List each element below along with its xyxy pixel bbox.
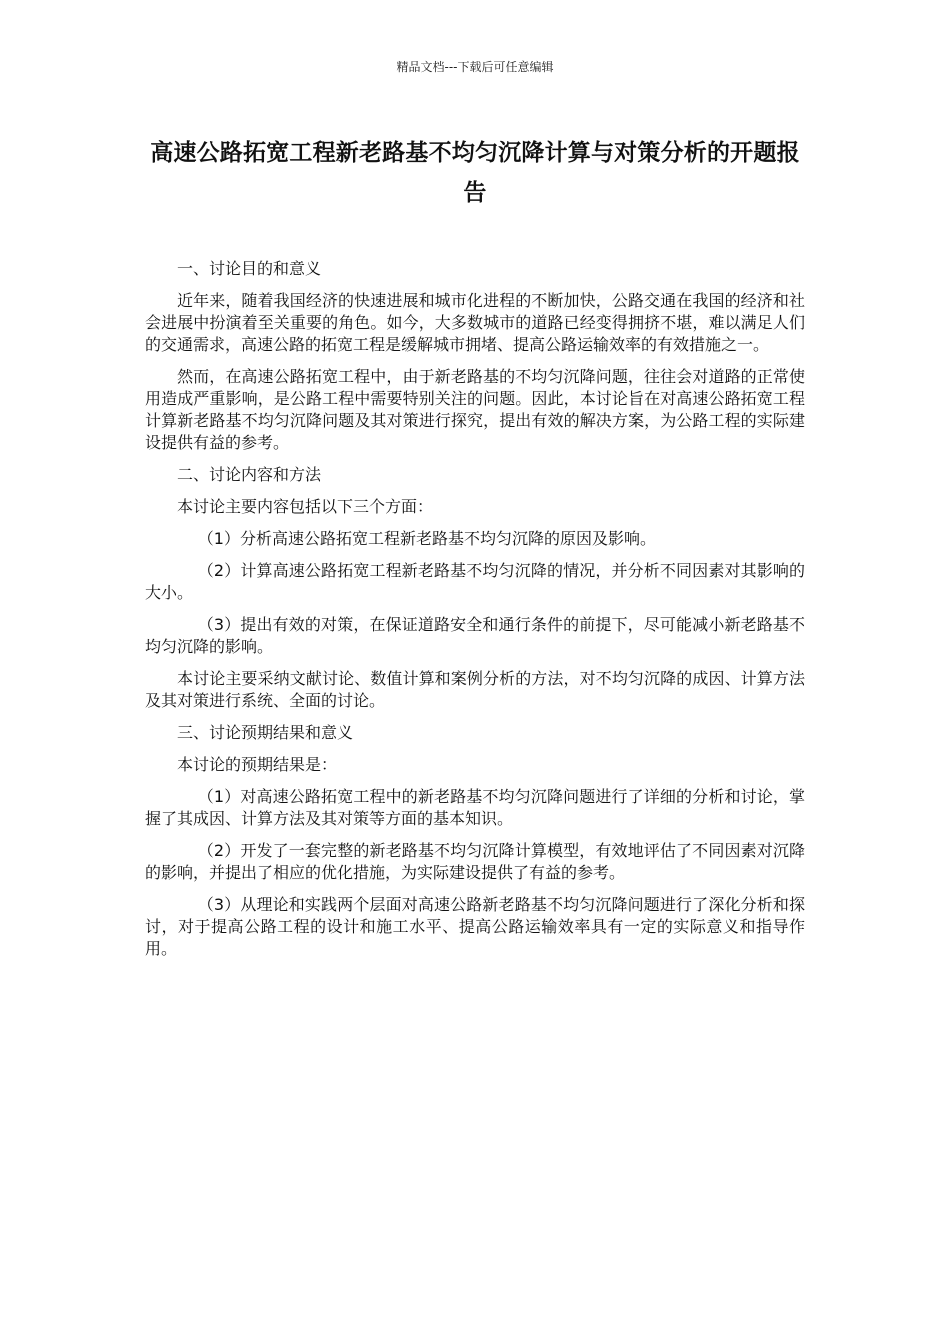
- list-item: （2）计算高速公路拓宽工程新老路基不均匀沉降的情况，并分析不同因素对其影响的大小。: [145, 561, 805, 602]
- paragraph: 近年来，随着我国经济的快速进展和城市化进程的不断加快，公路交通在我国的经济和社会进展中扮演着至关重要的角色。如今，大多数城市的道路已经变得拥挤不堪，难以满足人们的交通需求，高速公路的拓宽工程是缓解城市拥堵、提高公路运输效率的有效措施之一。: [145, 291, 805, 354]
- paragraph: 本讨论主要内容包括以下三个方面：: [177, 497, 434, 516]
- header-note: 精品文档---下载后可任意编辑: [396, 60, 554, 74]
- list-item: （1）分析高速公路拓宽工程新老路基不均匀沉降的原因及影响。: [197, 529, 656, 548]
- list-item: （2）开发了一套完整的新老路基不均匀沉降计算模型，有效地评估了不同因素对沉降的影响，并提出了相应的优化措施，为实际建设提供了有益的参考。: [145, 841, 805, 882]
- list-item: （3）提出有效的对策，在保证道路安全和通行条件的前提下，尽可能减小新老路基不均匀沉降的影响。: [145, 615, 805, 656]
- section-heading-3: 三、讨论预期结果和意义: [177, 723, 354, 742]
- list-item: （3）从理论和实践两个层面对高速公路新老路基不均匀沉降问题进行了深化分析和探讨，对于提高公路工程的设计和施工水平、提高公路运输效率具有一定的实际意义和指导作用。: [145, 895, 805, 958]
- list-item: （1）对高速公路拓宽工程中的新老路基不均匀沉降问题进行了详细的分析和讨论，掌握了其成因、计算方法及其对策等方面的基本知识。: [145, 787, 805, 828]
- paragraph: 然而，在高速公路拓宽工程中，由于新老路基的不均匀沉降问题，往往会对道路的正常使用造成严重影响，是公路工程中需要特别关注的问题。因此，本讨论旨在对高速公路拓宽工程计算新老路基不均匀沉降问题及其对策进行探究，提出有效的解决方案，为公路工程的实际建设提供有益的参考。: [145, 367, 805, 452]
- document-title: 高速公路拓宽工程新老路基不均匀沉降计算与对策分析的开题报告: [150, 140, 800, 206]
- section-heading-1: 一、讨论目的和意义: [177, 259, 322, 278]
- paragraph: 本讨论的预期结果是：: [177, 755, 338, 774]
- section-heading-2: 二、讨论内容和方法: [177, 465, 322, 484]
- paragraph: 本讨论主要采纳文献讨论、数值计算和案例分析的方法，对不均匀沉降的成因、计算方法及其对策进行系统、全面的讨论。: [145, 669, 805, 710]
- document-body: [145, 258, 805, 970]
